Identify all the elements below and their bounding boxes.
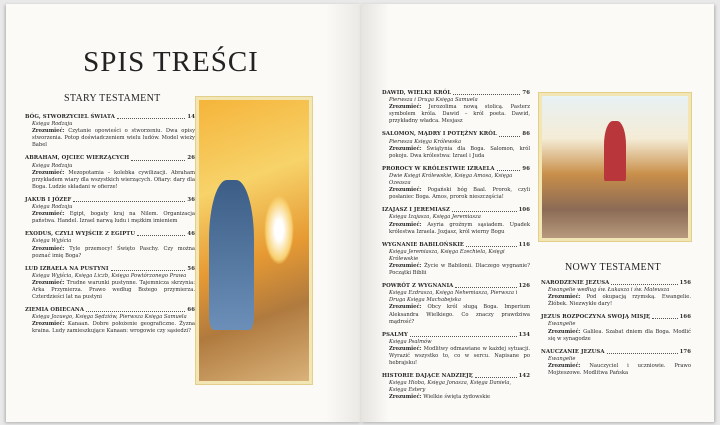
leader-dots <box>652 314 677 319</box>
bible-books: Księga Hioba, Księga Jonasza, Księga Daniela, Księga Estery <box>389 380 512 394</box>
understand-label: Zrozumieć: <box>32 211 65 218</box>
page-number: 76 <box>522 90 530 96</box>
toc-entry[interactable] <box>25 197 195 225</box>
chapter-description <box>25 280 195 301</box>
chapter-title: POWRÓT Z WYGNANIA <box>382 283 454 290</box>
toc-entry[interactable] <box>25 155 195 190</box>
toc-entry-header <box>382 332 530 339</box>
page-number: 166 <box>679 314 691 321</box>
chapter-description <box>25 211 195 225</box>
chapter-title: LUD IZRAELA NA PUSTYNI <box>25 265 109 272</box>
illustration-jesus-crowd <box>539 93 691 241</box>
understand-label: Zrozumieć: <box>32 279 65 286</box>
bible-books: Księga Jeremiasza, Księga Ezechiela, Księgi Królewskie <box>389 248 505 262</box>
right-page <box>361 4 714 422</box>
section-heading-old-testament: STARY TESTAMENT <box>64 93 161 104</box>
understand-label: Zrozumieć: <box>389 145 422 152</box>
chapter-title: PROROCY W KRÓLESTWIE IZRAELA <box>382 165 495 172</box>
chapter-description <box>382 222 530 236</box>
toc-entry-header <box>382 283 530 290</box>
toc-entry[interactable] <box>25 114 195 149</box>
figure-shape <box>209 180 254 330</box>
leader-dots <box>497 166 521 171</box>
chapter-title: JAKUB I JÓZEF <box>25 196 72 203</box>
understand-label: Zrozumieć: <box>548 328 581 335</box>
toc-entry[interactable] <box>25 307 195 335</box>
chapter-title: IZAJASZ I JEREMIASZ <box>382 207 450 214</box>
bible-books: Księga Izajasza, Księga Jeremiasza <box>389 214 481 221</box>
chapter-description <box>382 304 530 325</box>
understand-label: Zrozumieć: <box>32 321 65 328</box>
understand-label: Zrozumieć: <box>548 362 581 369</box>
chapter-description <box>382 394 530 401</box>
toc-column-new-testament <box>541 280 691 383</box>
understand-label: Zrozumieć: <box>389 262 422 269</box>
page-number: 14 <box>187 114 195 120</box>
description-text: Obcy król sługą Boga. Imperium Aleksandra Wielkiego. Co znaczy prawdziwa mądrość? <box>389 304 531 325</box>
toc-entry[interactable] <box>382 166 530 201</box>
toc-column-old-testament-continued <box>382 90 530 408</box>
leader-dots <box>452 207 517 212</box>
toc-entry[interactable] <box>382 207 530 235</box>
understand-label: Zrozumieć: <box>32 128 65 135</box>
page-number: 46 <box>187 231 195 238</box>
bible-books: Pierwsza i Druga Księga Samuela <box>389 97 478 104</box>
page-number: 106 <box>518 207 530 214</box>
understand-label: Zrozumieć: <box>389 345 422 352</box>
understand-label: Zrozumieć: <box>32 169 65 176</box>
chapter-description <box>25 246 195 260</box>
leader-dots <box>499 131 521 136</box>
bible-books: Księga Rodzaju <box>32 121 73 128</box>
chapter-title: HISTORIE DAJĄCE NADZIEJĘ <box>382 373 473 380</box>
toc-entry[interactable] <box>541 314 691 342</box>
toc-entry[interactable] <box>541 280 691 308</box>
leader-dots <box>73 197 185 202</box>
leader-dots <box>111 266 186 271</box>
toc-entry-header <box>382 90 530 97</box>
understand-label: Zrozumieć: <box>389 394 422 401</box>
description-text: Galilea. Szabat dniem dla Boga. Modlić się w synagodze <box>548 328 691 342</box>
chapter-description <box>25 321 195 335</box>
toc-entry-header <box>25 197 195 204</box>
figure-shape <box>604 121 626 181</box>
leader-dots <box>131 155 185 160</box>
chapter-description <box>382 104 530 125</box>
page-number: 134 <box>518 331 530 338</box>
bible-books: Księga Wyjścia, Księga Liczb, Księga Powtórzonego Prawa <box>32 272 187 279</box>
bible-books: Księga Psalmów <box>389 338 432 345</box>
leader-dots <box>453 90 520 95</box>
leader-dots <box>475 373 517 378</box>
leader-dots <box>455 283 516 288</box>
description-text: Czytanie opowieści o stworzeniu. Dwa opisy stworzenia. Potop doświadczeniem wielu ludów. Model wieży Babel <box>32 128 195 149</box>
toc-entry[interactable] <box>25 231 195 259</box>
description-text: Tyle przemocy! Święto Paschy. Czy można poznać imię Boga? <box>32 245 195 259</box>
illustration-moses-burning-bush <box>196 97 312 384</box>
chapter-description <box>541 363 691 377</box>
page-number: 156 <box>679 280 691 286</box>
toc-entry-header <box>541 349 691 356</box>
understand-label: Zrozumieć: <box>32 245 65 252</box>
description-text: Modlitwy odmawiane w każdej sytuacji. Wyrazić wszystko to, co w sercu. Napisane po hebrajsku! <box>389 345 530 367</box>
page-number: 116 <box>518 241 530 248</box>
leader-dots <box>86 307 185 312</box>
bible-books: Księga Rodzaju <box>32 162 73 169</box>
bible-books: Księga Wyjścia <box>32 238 72 245</box>
leader-dots <box>137 231 185 236</box>
description-text: Jerozolima nową stolicą. Pasterz symbolem króla. Dawid – król poeta. Dawid, przykładny władca. Mesjasz <box>389 104 530 125</box>
toc-entry[interactable] <box>382 131 530 159</box>
chapter-title: BÓG, STWORZYCIEL ŚWIATA <box>25 114 115 120</box>
bible-books: Księga Jozuego, Księga Sędziów, Pierwsza Księga Samuela <box>32 314 187 321</box>
toc-entry-header <box>382 242 530 249</box>
description-text: Świątynia dla Boga. Salomon, król pokoju. Dwa królestwa: Izrael i Juda <box>389 145 530 159</box>
toc-entry[interactable] <box>382 332 530 367</box>
bible-books: Dwie Księgi Królewskie, Księga Amosa, Księga Ozeasza <box>389 172 513 187</box>
understand-label: Zrozumieć: <box>389 104 422 111</box>
chapter-title: ABRAHAM, OJCIEC WIERZĄCYCH <box>25 155 130 162</box>
section-heading-new-testament: NOWY TESTAMENT <box>565 262 661 273</box>
toc-entry[interactable] <box>382 373 530 401</box>
bible-books: Ewangelie według św. Łukasza i św. Mateusza <box>548 287 670 294</box>
chapter-description <box>382 146 530 160</box>
fire-shape <box>264 195 294 265</box>
chapter-title: SALOMON, MĄDRY I POTĘŻNY KRÓL <box>382 131 497 138</box>
toc-entry-header <box>382 131 530 138</box>
bible-books: Ewangelie <box>548 355 576 362</box>
leader-dots <box>117 114 185 119</box>
toc-entry-header <box>25 266 195 273</box>
chapter-description <box>382 346 530 367</box>
toc-entry[interactable] <box>25 266 195 301</box>
chapter-description <box>541 294 691 308</box>
bible-books: Pierwsza Księga Królewska <box>389 138 462 145</box>
toc-entry-header <box>25 114 195 121</box>
chapter-description <box>25 128 195 149</box>
toc-entry[interactable] <box>382 283 530 326</box>
page-number: 36 <box>187 196 195 203</box>
leader-dots <box>611 280 677 285</box>
toc-entry[interactable] <box>382 90 530 125</box>
page-number: 26 <box>187 155 195 162</box>
chapter-title: DAWID, WIELKI KRÓL <box>382 90 452 96</box>
description-text: Nauczyciel i uczniowie. Prawo Mojżeszowe. Modlitwa Pańska <box>548 362 691 377</box>
toc-column-old-testament <box>25 114 195 342</box>
understand-label: Zrozumieć: <box>389 221 422 228</box>
toc-entry-header <box>382 373 530 380</box>
description-text: Egipt, bogaty kraj na Nilem. Organizacja państwa. Handel. Izrael narwą ludu i mężkim imieniem <box>32 211 195 225</box>
chapter-description <box>541 329 691 343</box>
page-number: 96 <box>522 165 530 172</box>
toc-entry[interactable] <box>541 349 691 377</box>
chapter-title: WYGNANIE BABILOŃSKIE <box>382 241 465 248</box>
chapter-title: JEZUS ROZPOCZYNA SWOJĄ MISJĘ <box>541 314 651 321</box>
chapter-description <box>382 263 530 277</box>
page-number: 126 <box>518 283 530 290</box>
page-number: 176 <box>679 348 691 355</box>
description-text: Pogański bóg Baal. Prorok, czyli posłaniec Boga. Amos, prorok nieszczęścia! <box>389 187 530 201</box>
bible-books: Księga Ezdrasza, Księga Nehemiasza, Pierwsza i Druga Księga Machabejska <box>389 290 518 304</box>
page-number: 66 <box>187 307 195 314</box>
chapter-title: EXODUS, CZYLI WYJŚCIE Z EGIPTU <box>25 231 136 238</box>
description-text: Mezopotamia – kolebka cywilizacji. Abraham przykładem wiary dla wszystkich wierzących. Ofiary: dary dla Boga. Ludzie składani w ofierze! <box>32 169 195 190</box>
description-text: Asyria groźnym sąsiadem. Upadek królestwa Izraela. Jozjasz, król wierny Bogu <box>389 221 530 235</box>
toc-entry[interactable] <box>382 242 530 277</box>
page-number: 142 <box>518 373 530 380</box>
leader-dots <box>466 242 517 247</box>
description-text: Trudne warunki pustynne. Tajemnicza skrzynia: Arka Przymierza. Prawo według Bożego przymierza. Czterdzieści lat na pustyni <box>32 279 195 301</box>
understand-label: Zrozumieć: <box>548 294 581 301</box>
understand-label: Zrozumieć: <box>389 304 422 311</box>
page-title: SPIS TREŚCI <box>83 46 259 78</box>
chapter-title: NAUCZANIE JEZUSA <box>541 348 605 355</box>
description-text: Pod okupacją rzymską. Ewangelie. Żłóbek. Niezwykłe dary! <box>548 294 691 308</box>
chapter-title: ZIEMIA OBIECANA <box>25 307 85 314</box>
left-page <box>6 4 361 422</box>
leader-dots <box>607 349 678 354</box>
leader-dots <box>410 332 517 337</box>
description-text: Kanaan. Dobre położenie geograficzne. Żyzna kraina. Ludy zamieszkujące Kanaan: wrogowie czy sąsiedzi? <box>32 321 196 335</box>
page-number: 56 <box>187 265 195 272</box>
bible-books: Ewangelie <box>548 321 576 328</box>
toc-entry-header <box>382 207 530 214</box>
page-number: 86 <box>522 131 530 138</box>
toc-entry-header <box>25 155 195 162</box>
chapter-title: NARODZENIE JEZUSA <box>541 280 610 286</box>
understand-label: Zrozumieć: <box>389 187 422 194</box>
description-text: Wielkie święta żydowskie <box>423 394 491 401</box>
bible-books: Księga Rodzaju <box>32 204 73 211</box>
toc-entry-header <box>541 314 691 321</box>
toc-entry-header <box>382 166 530 173</box>
chapter-description <box>382 187 530 201</box>
description-text: Życie w Babilonii. Dlaczego wygnanie? Początki Biblii <box>389 262 530 277</box>
chapter-description <box>25 170 195 191</box>
chapter-title: PSALMY <box>382 331 408 338</box>
